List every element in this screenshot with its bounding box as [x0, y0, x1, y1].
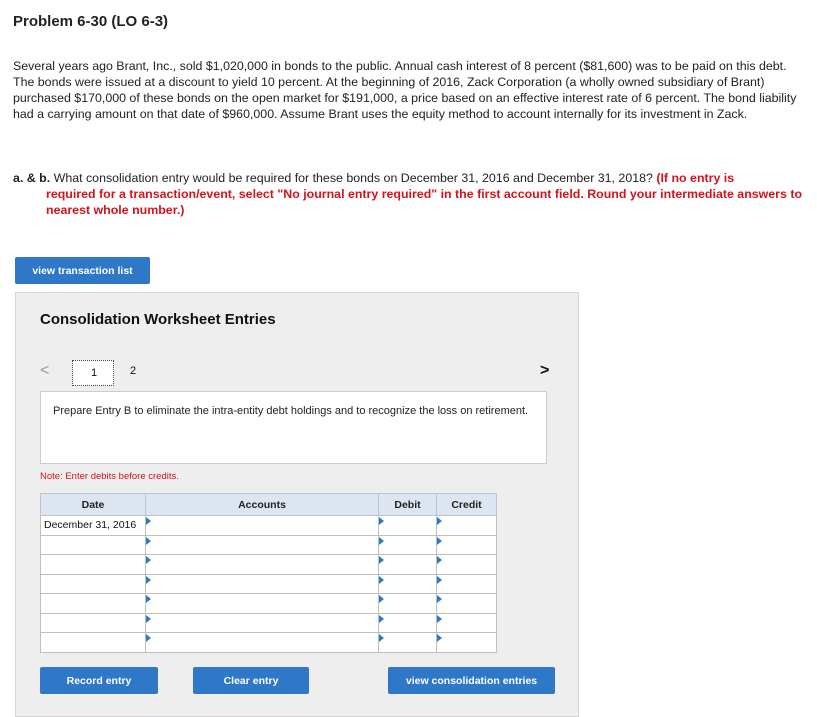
date-cell [41, 555, 146, 575]
journal-row [41, 633, 497, 653]
header-accounts: Accounts [146, 494, 379, 516]
clear-entry-button[interactable]: Clear entry [193, 667, 309, 694]
journal-row [41, 574, 497, 594]
worksheet-panel [15, 292, 579, 717]
credit-input[interactable] [437, 633, 497, 653]
chevron-right-icon[interactable]: > [540, 362, 550, 379]
question-instruction-block: required for a transaction/event, select "No journal entry required" in the first account field. Round your intermediate answers to nearest whole number.) [46, 187, 803, 217]
debit-input[interactable] [379, 633, 437, 653]
account-dropdown[interactable] [146, 594, 379, 614]
credit-input[interactable] [437, 594, 497, 614]
view-consolidation-entries-button[interactable]: view consolidation entries [388, 667, 555, 694]
date-cell [41, 535, 146, 555]
question-prefix: a. & b. [13, 171, 51, 185]
date-cell: December 31, 2016 [41, 516, 146, 536]
debit-input[interactable] [379, 516, 437, 536]
dropdown-arrow-icon [146, 537, 151, 545]
dropdown-arrow-icon [146, 556, 151, 564]
input-marker-icon [379, 576, 384, 584]
input-marker-icon [379, 537, 384, 545]
input-marker-icon [437, 537, 442, 545]
journal-row [41, 613, 497, 633]
journal-header-row [41, 494, 497, 516]
input-marker-icon [379, 517, 384, 525]
page-tab-1[interactable] [72, 360, 114, 386]
credit-input[interactable] [437, 516, 497, 536]
problem-description: Several years ago Brant, Inc., sold $1,020,000 in bonds to the public. Annual cash interest of 8 percent ($81,600) was to be paid on this debt. The bonds were issued at a discount to yield 10 percent. At the beginning of 2016, Zack Corporation (a wholly owned subsidiary of Brant) purchased $170,000 of these bonds on the open market for $191,000, a price based on an effective interest rate of 6 percent. The bond liability had a carrying amount on that date of $960,000. Assume Brant uses the equity method to account internally for its investment in Zack. [13, 59, 797, 121]
journal-row [41, 555, 497, 575]
debit-input[interactable] [379, 613, 437, 633]
journal-row [41, 594, 497, 614]
question-text [13, 170, 811, 218]
debit-input[interactable] [379, 535, 437, 555]
header-credit: Credit [437, 494, 497, 516]
input-marker-icon [437, 517, 442, 525]
credit-input[interactable] [437, 535, 497, 555]
input-marker-icon [437, 576, 442, 584]
journal-table [40, 493, 497, 653]
dropdown-arrow-icon [146, 634, 151, 642]
worksheet-title: Consolidation Worksheet Entries [40, 311, 276, 328]
input-marker-icon [379, 634, 384, 642]
journal-row [41, 535, 497, 555]
credit-input[interactable] [437, 574, 497, 594]
chevron-left-icon[interactable]: < [40, 362, 50, 379]
account-dropdown[interactable] [146, 516, 379, 536]
input-marker-icon [437, 634, 442, 642]
entry-instruction: Prepare Entry B to eliminate the intra-entity debt holdings and to recognize the loss on retirement. [40, 391, 547, 464]
page-tab-2[interactable]: 2 [130, 365, 137, 377]
date-cell [41, 594, 146, 614]
record-entry-button[interactable]: Record entry [40, 667, 158, 694]
dropdown-arrow-icon [146, 615, 151, 623]
problem-title: Problem 6-30 (LO 6-3) [13, 13, 169, 30]
view-transaction-list-button[interactable]: view transaction list [15, 257, 150, 284]
dropdown-arrow-icon [146, 517, 151, 525]
credit-input[interactable] [437, 555, 497, 575]
account-dropdown[interactable] [146, 613, 379, 633]
entry-note: Note: Enter debits before credits. [40, 471, 179, 482]
dropdown-arrow-icon [146, 576, 151, 584]
question-body: What consolidation entry would be required for these bonds on December 31, 2016 and December 31, 2018? [50, 171, 657, 185]
page-tab-1-label: 1 [90, 367, 98, 379]
question-instruction-inline: (If no entry is [656, 171, 735, 185]
header-date: Date [41, 494, 146, 516]
account-dropdown[interactable] [146, 633, 379, 653]
journal-row [41, 516, 497, 536]
input-marker-icon [379, 595, 384, 603]
debit-input[interactable] [379, 594, 437, 614]
input-marker-icon [437, 556, 442, 564]
credit-input[interactable] [437, 613, 497, 633]
dropdown-arrow-icon [146, 595, 151, 603]
header-debit: Debit [379, 494, 437, 516]
input-marker-icon [379, 615, 384, 623]
input-marker-icon [379, 556, 384, 564]
debit-input[interactable] [379, 574, 437, 594]
input-marker-icon [437, 595, 442, 603]
date-cell [41, 633, 146, 653]
debit-input[interactable] [379, 555, 437, 575]
account-dropdown[interactable] [146, 574, 379, 594]
account-dropdown[interactable] [146, 555, 379, 575]
date-cell [41, 613, 146, 633]
date-cell [41, 574, 146, 594]
input-marker-icon [437, 615, 442, 623]
account-dropdown[interactable] [146, 535, 379, 555]
